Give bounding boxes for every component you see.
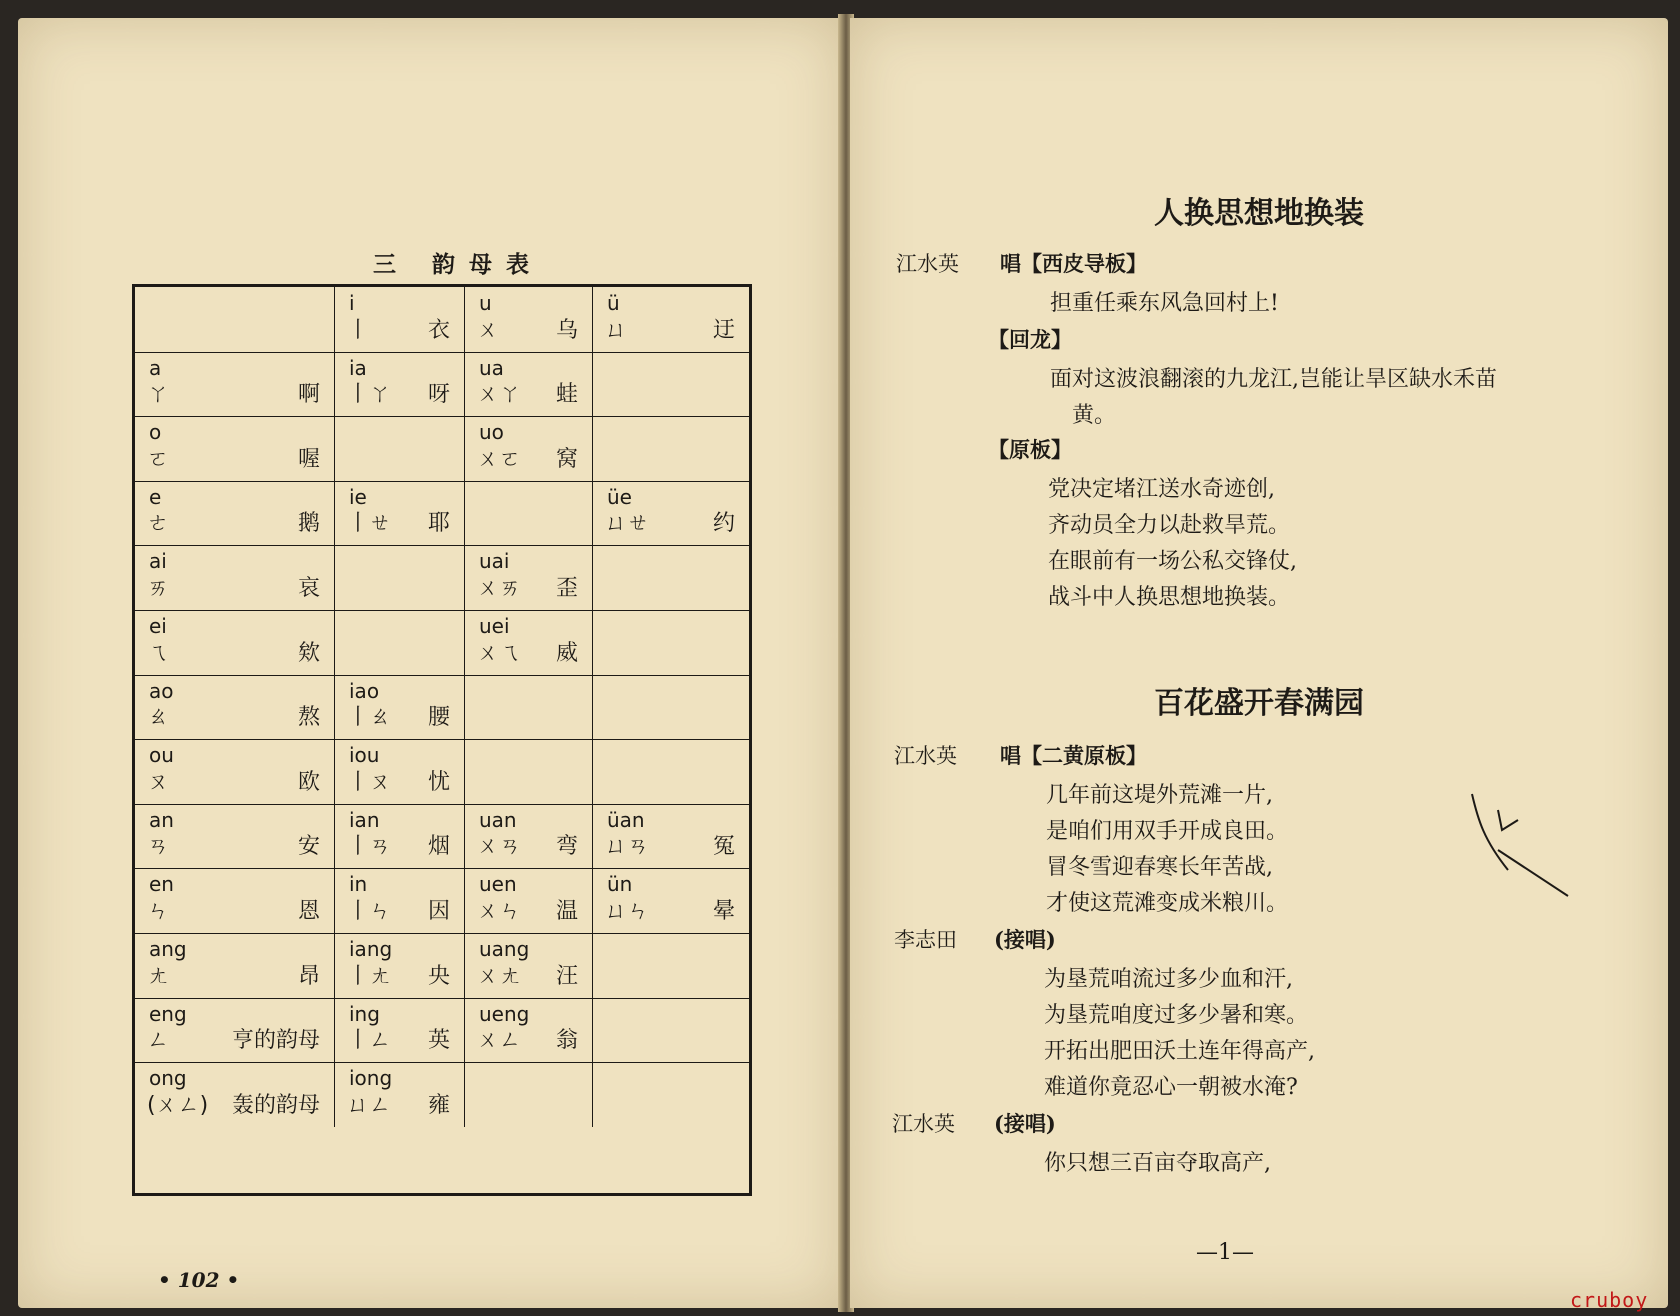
cell-pinyin: in <box>349 872 368 897</box>
table-cell <box>135 675 335 740</box>
cell-zhuyin: ㄞ <box>147 575 170 601</box>
table-cell <box>465 545 593 610</box>
cell-example: 烟 <box>427 834 450 860</box>
table-cell <box>335 675 465 740</box>
cell-pinyin: iong <box>349 1066 393 1091</box>
cell-example: 忧 <box>427 769 450 795</box>
cell-example: 哀 <box>297 575 320 601</box>
lyric-line: 难道你竟忍心一朝被水淹? <box>1044 1075 1298 1100</box>
speaker-2: 江水英 <box>894 744 957 768</box>
cell-zhuyin: ㄩㄥ <box>347 1092 392 1118</box>
table-row <box>135 933 749 999</box>
page-number-right: —1— <box>1196 1240 1254 1265</box>
tune-4: 唱【二黄原板】 <box>1000 743 1147 768</box>
cell-zhuyin: ㄚ <box>147 382 170 408</box>
cell-example: 恩 <box>297 898 320 924</box>
cell-pinyin: e <box>149 484 162 509</box>
lyric-line: 才使这荒滩变成米粮川。 <box>1046 891 1289 916</box>
cell-zhuyin: 丨ㄚ <box>347 382 392 408</box>
cell-example: 蛙 <box>555 382 578 408</box>
table-cell <box>593 416 749 481</box>
cell-zhuyin: ㄩㄢ <box>605 834 650 860</box>
cell-example: 晕 <box>712 898 735 924</box>
cell-example: 因 <box>427 898 450 924</box>
rhyme-table <box>132 284 752 1196</box>
lyric-line: 面对这波浪翻滚的九龙江,岂能让旱区缺水禾苗 <box>1050 367 1497 392</box>
table-cell <box>335 868 465 933</box>
table-row <box>135 352 749 418</box>
table-row <box>135 287 749 353</box>
speaker-3: 李志田 <box>894 928 957 952</box>
cell-zhuyin: 丨ㄝ <box>347 511 392 537</box>
table-cell <box>335 287 465 352</box>
cell-zhuyin: ㄛ <box>147 446 170 472</box>
cell-pinyin: ong <box>149 1066 187 1091</box>
cell-example: 安 <box>297 834 320 860</box>
table-cell <box>465 352 593 417</box>
cell-zhuyin: ㄜ <box>147 511 170 537</box>
cell-example: 乌 <box>555 317 578 343</box>
cell-example: 轰的韵母 <box>231 1092 320 1118</box>
cell-pinyin: ou <box>149 743 174 768</box>
cell-zhuyin: ㄩ <box>605 317 628 343</box>
table-cell <box>335 610 465 675</box>
cell-pinyin: ing <box>349 1001 380 1026</box>
cell-pinyin: ü <box>607 291 620 315</box>
table-cell <box>465 804 593 869</box>
cell-example: 昂 <box>297 963 320 989</box>
cell-zhuyin: 丨ㄡ <box>347 769 392 795</box>
table-cell <box>465 933 593 998</box>
cell-zhuyin: ㄣ <box>147 898 170 924</box>
table-cell <box>593 998 749 1063</box>
pen-scribble-icon <box>1468 790 1578 900</box>
table-cell <box>135 287 335 352</box>
table-row <box>135 675 749 741</box>
tune-1: 唱【西皮导板】 <box>1000 251 1147 276</box>
tune-5: (接唱) <box>994 927 1056 952</box>
cell-example: 歪 <box>555 575 578 601</box>
cell-pinyin: a <box>149 355 162 380</box>
cell-zhuyin: 丨ㄤ <box>347 963 392 989</box>
cell-zhuyin: ㄠ <box>147 705 170 731</box>
cell-pinyin: ua <box>479 355 504 380</box>
cell-example: 威 <box>555 640 578 666</box>
table-cell <box>335 998 465 1063</box>
tune-6: (接唱) <box>994 1111 1056 1136</box>
table-cell <box>465 287 593 352</box>
table-cell <box>465 739 593 804</box>
speaker-1: 江水英 <box>896 252 959 276</box>
table-cell <box>465 416 593 481</box>
cell-pinyin: üe <box>607 484 632 509</box>
cell-pinyin: ang <box>149 937 187 961</box>
watermark: cruboy <box>1570 1288 1649 1312</box>
lyric-line: 为垦荒咱度过多少暑和寒。 <box>1044 1003 1309 1028</box>
lyric-line: 你只想三百亩夺取高产, <box>1044 1151 1271 1176</box>
cell-example: 腰 <box>427 705 450 731</box>
table-cell <box>135 1062 335 1127</box>
table-cell <box>465 868 593 933</box>
cell-example: 啊 <box>297 382 320 408</box>
left-page <box>18 18 842 1308</box>
cell-example: 汪 <box>555 963 578 989</box>
cell-zhuyin: ㄨㄞ <box>477 575 522 601</box>
table-cell <box>593 739 749 804</box>
cell-zhuyin: ㄨㄢ <box>477 834 522 860</box>
table-cell <box>135 481 335 546</box>
table-cell <box>593 352 749 417</box>
cell-pinyin: üan <box>607 807 645 832</box>
cell-zhuyin: ㄨㄛ <box>477 446 522 472</box>
cell-example: 迂 <box>712 317 735 343</box>
lyric-line: 黄。 <box>1072 403 1117 428</box>
lyric-line: 为垦荒咱流过多少血和汗, <box>1044 967 1293 992</box>
cell-example: 鹅 <box>297 511 320 537</box>
cell-pinyin: en <box>149 872 174 897</box>
speaker-4: 江水英 <box>892 1112 955 1136</box>
lyric-line: 是咱们用双手开成良田。 <box>1046 819 1289 844</box>
lyric-line: 开拓出肥田沃土连年得高产, <box>1044 1039 1315 1064</box>
page-number-left: • 102 • <box>158 1268 240 1292</box>
table-cell <box>335 481 465 546</box>
table-cell <box>465 610 593 675</box>
table-row <box>135 1062 749 1127</box>
cell-pinyin: iang <box>349 937 393 961</box>
table-cell <box>593 545 749 610</box>
tune-3: 【原板】 <box>988 437 1072 462</box>
lyric-line: 党决定堵江送水奇迹创, <box>1048 477 1275 502</box>
cell-example: 温 <box>555 898 578 924</box>
cell-example: 雍 <box>427 1092 450 1118</box>
cell-example: 衣 <box>427 317 450 343</box>
table-title: 三 韵母表 <box>372 252 543 278</box>
table-cell <box>135 804 335 869</box>
table-cell <box>135 610 335 675</box>
table-row <box>135 416 749 482</box>
table-row <box>135 610 749 676</box>
cell-zhuyin: ㄨ <box>477 317 500 343</box>
table-row <box>135 998 749 1064</box>
table-cell <box>135 933 335 998</box>
table-cell <box>135 739 335 804</box>
tune-2: 【回龙】 <box>988 327 1072 352</box>
cell-zhuyin: ㄨㄣ <box>477 898 522 924</box>
cell-example: 喔 <box>297 446 320 472</box>
cell-pinyin: uen <box>479 872 517 897</box>
table-row <box>135 868 749 934</box>
table-cell <box>593 287 749 352</box>
lyric-line: 担重任乘东风急回村上! <box>1050 291 1279 316</box>
cell-zhuyin: ㄨㄥ <box>477 1028 522 1054</box>
cell-pinyin: ai <box>149 549 167 574</box>
cell-pinyin: uo <box>479 420 504 445</box>
cell-pinyin: iou <box>349 743 380 768</box>
lyric-line: 几年前这堤外荒滩一片, <box>1046 783 1273 808</box>
table-cell <box>593 675 749 740</box>
table-row <box>135 545 749 611</box>
cell-pinyin: an <box>149 807 174 832</box>
cell-zhuyin: 丨ㄠ <box>347 705 392 731</box>
cell-pinyin: ei <box>149 614 167 638</box>
cell-zhuyin: 丨 <box>347 317 370 343</box>
table-cell <box>135 416 335 481</box>
section-title-2: 百花盛开春满园 <box>1154 686 1364 721</box>
cell-zhuyin: (ㄨㄥ) <box>147 1092 209 1118</box>
lyric-line: 齐动员全力以赴救旱荒。 <box>1048 513 1291 538</box>
cell-zhuyin: 丨ㄢ <box>347 834 392 860</box>
table-cell <box>465 1062 593 1127</box>
cell-zhuyin: 丨ㄥ <box>347 1028 392 1054</box>
cell-example: 耶 <box>427 511 450 537</box>
table-cell <box>135 868 335 933</box>
lyric-line: 冒冬雪迎春寒长年苦战, <box>1046 855 1273 880</box>
cell-pinyin: ün <box>607 872 633 897</box>
cell-zhuyin: ㄟ <box>147 640 170 666</box>
table-cell <box>335 545 465 610</box>
cell-example: 央 <box>427 963 450 989</box>
table-cell <box>593 481 749 546</box>
section-title-1: 人换思想地换装 <box>1154 196 1364 231</box>
cell-zhuyin: ㄨㄚ <box>477 382 522 408</box>
table-cell <box>593 610 749 675</box>
cell-pinyin: o <box>149 420 162 445</box>
cell-zhuyin: ㄨㄤ <box>477 963 522 989</box>
cell-pinyin: ie <box>349 484 367 509</box>
cell-example: 窝 <box>555 446 578 472</box>
cell-pinyin: uang <box>479 937 530 961</box>
table-row <box>135 481 749 547</box>
cell-zhuyin: ㄢ <box>147 834 170 860</box>
table-cell <box>593 868 749 933</box>
table-row <box>135 739 749 805</box>
cell-example: 呀 <box>427 382 450 408</box>
cell-pinyin: eng <box>149 1001 187 1026</box>
cell-pinyin: ia <box>349 355 367 380</box>
table-cell <box>335 804 465 869</box>
table-cell <box>335 416 465 481</box>
cell-pinyin: ian <box>349 807 380 832</box>
table-cell <box>335 933 465 998</box>
cell-pinyin: u <box>479 291 492 315</box>
cell-pinyin: i <box>349 291 355 315</box>
cell-example: 亨的韵母 <box>231 1028 320 1054</box>
cell-example: 翁 <box>555 1028 578 1054</box>
lyric-line: 战斗中人换思想地换装。 <box>1048 585 1291 610</box>
cell-pinyin: uai <box>479 549 510 574</box>
table-cell <box>335 739 465 804</box>
cell-example: 欧 <box>297 769 320 795</box>
table-cell <box>335 352 465 417</box>
cell-zhuyin: 丨ㄣ <box>347 898 392 924</box>
cell-zhuyin: ㄩㄣ <box>605 898 650 924</box>
cell-zhuyin: ㄥ <box>147 1028 170 1054</box>
cell-example: 欸 <box>297 640 320 666</box>
table-cell <box>335 1062 465 1127</box>
cell-example: 弯 <box>555 834 578 860</box>
table-cell <box>465 481 593 546</box>
cell-zhuyin: ㄨㄟ <box>477 640 522 666</box>
cell-example: 约 <box>712 511 735 537</box>
table-cell <box>593 1062 749 1127</box>
cell-pinyin: uan <box>479 807 517 832</box>
cell-zhuyin: ㄤ <box>147 963 170 989</box>
cell-zhuyin: ㄩㄝ <box>605 511 650 537</box>
table-cell <box>593 804 749 869</box>
table-row <box>135 804 749 870</box>
table-cell <box>593 933 749 998</box>
table-cell <box>135 998 335 1063</box>
cell-example: 熬 <box>297 705 320 731</box>
table-cell <box>135 545 335 610</box>
table-cell <box>465 675 593 740</box>
lyric-line: 在眼前有一场公私交锋仗, <box>1048 549 1297 574</box>
cell-pinyin: iao <box>349 678 380 703</box>
right-page <box>850 18 1668 1308</box>
table-cell <box>135 352 335 417</box>
cell-example: 冤 <box>712 834 735 860</box>
cell-zhuyin: ㄡ <box>147 769 170 795</box>
cell-example: 英 <box>427 1028 450 1054</box>
cell-pinyin: ao <box>149 678 174 703</box>
table-cell <box>465 998 593 1063</box>
cell-pinyin: ueng <box>479 1001 530 1026</box>
cell-pinyin: uei <box>479 614 510 638</box>
